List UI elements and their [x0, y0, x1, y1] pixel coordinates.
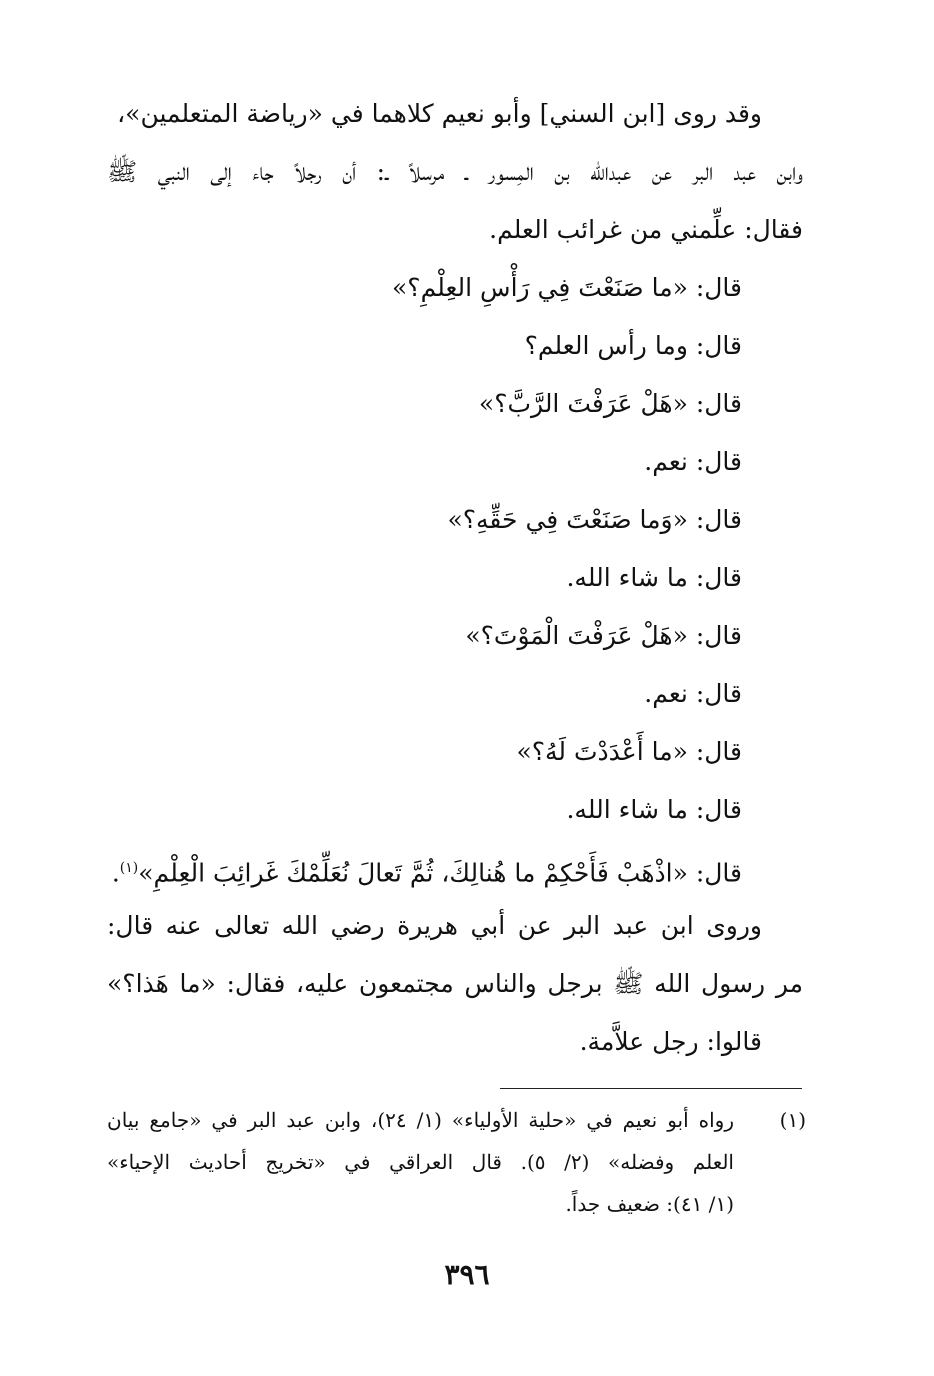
dialog-line-11-text: قال: «اذْهَبْ فَأَحْكِمْ ما هُنالِكَ، ثُمَّ تَعالَ نُعَلِّمْكَ غَرائِبَ الْعِلْمِ»: [138, 858, 742, 888]
body-line-narration-3: مر رسول الله ﷺ برجل والناس مجتمعون عليه، فقال: «ما هَذا؟»: [107, 969, 803, 998]
dialog-line-9: قال: «ما أَعْدَدْتَ لَهُ؟»: [516, 737, 742, 766]
body-line-1: وقد روى [ابن السني] وأبو نعيم كلاهما في «رياضة المتعلمين»،: [117, 99, 762, 128]
dialog-line-5: قال: «وَما صَنَعْتَ فِي حَقِّهِ؟»: [447, 505, 742, 534]
body-line-narration-4: قالوا: رجل علاَّمة.: [579, 1027, 762, 1056]
sentence-period: .: [111, 858, 120, 888]
footnote-marker: (١): [779, 1108, 806, 1132]
dialog-line-6: قال: ما شاء الله.: [566, 563, 742, 592]
footnote-reference: (١): [119, 860, 139, 876]
body-line-2: وابن عبد البر عن عبدالله بن المِسور ـ مرسلاً ـ: أن رجلاً جاء إلى النبي ﷺ: [107, 157, 803, 186]
body-line-narration-2: وروى ابن عبد البر عن أبي هريرة رضي الله تعالى عنه قال:: [107, 911, 762, 940]
dialog-line-10: قال: ما شاء الله.: [566, 795, 742, 824]
dialog-line-7: قال: «هَلْ عَرَفْتَ الْمَوْتَ؟»: [465, 621, 742, 650]
dialog-line-1: قال: «ما صَنَعْتَ فِي رَأْسِ العِلْمِ؟»: [392, 273, 742, 302]
dialog-line-4: قال: نعم.: [644, 447, 742, 476]
dialog-line-3: قال: «هَلْ عَرَفْتَ الرَّبَّ؟»: [478, 389, 742, 418]
dialog-line-8: قال: نعم.: [644, 679, 742, 708]
footnote-line-1: رواه أبو نعيم في «حلية الأولياء» (١/ ٢٤)، وابن عبد البر في «جامع بيان: [107, 1108, 734, 1132]
page-number: ٣٩٦: [444, 1258, 490, 1291]
dialog-line-2: قال: وما رأس العلم؟: [524, 331, 742, 360]
footnote-line-2: العلم وفضله» (٢/ ٥). قال العراقي في «تخريج أحاديث الإحياء»: [107, 1150, 734, 1174]
footnote-separator: [500, 1088, 802, 1089]
footnote-line-3: (١/ ٤١): ضعيف جداً.: [565, 1192, 734, 1216]
body-line-3: فقال: علِّمني من غرائب العلم.: [489, 215, 803, 244]
dialog-line-11: [112, 848, 742, 893]
